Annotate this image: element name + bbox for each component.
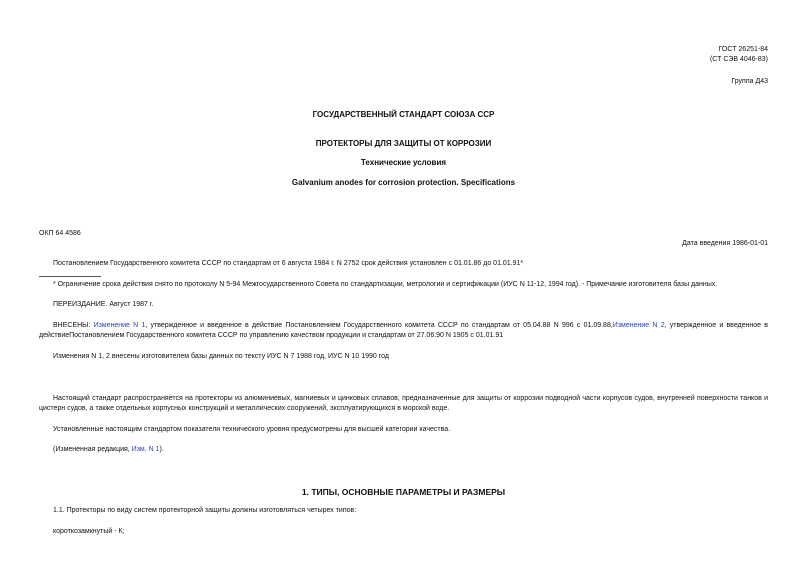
okp-code: ОКП 64 4586 (39, 230, 81, 237)
introduced-mid: , утвержденное и введенное в действие Постановлением Государственного комитета СССР по стандартам от 05.04.88 N 996 с 01.09.88, (145, 322, 613, 329)
section-1-heading: 1. ТИПЫ, ОСНОВНЫЕ ПАРАМЕТРЫ И РАЗМЕРЫ (301, 487, 506, 497)
classification-group: Группа Д43 (731, 78, 768, 85)
scope-paragraph: Настоящий стандарт распространяется на протекторы из алюминиевых, магниевых и цинковых сплавов, предназначенные для защиты от коррозии подводной части корпусов судов, внутренней поверхности танков и цистерн судов, а также отдельных корпусных конструкций и металлических сооружений, эксплуатирующихся в морской воде. (39, 395, 768, 412)
gost-number: ГОСТ 26251-84 (718, 46, 768, 53)
clause-1-1: 1.1. Протекторы по виду систем протекторной защиты должны изготовляться четырех типов: (53, 507, 357, 514)
quality-paragraph: Установленные настоящим стандартом показатели технического уровня предусмотрены для высшей категории качества. (53, 426, 451, 433)
footnote-paragraph: * Ограничение срока действия снято по протоколу N 5-94 Межгосударственного Совета по стандартизации, метрологии и сертификации (ИУС N 11-12, 1994 год). - Примечание изготовителя базы данных. (53, 281, 718, 288)
amendment-2-link[interactable]: Изменение N 2 (612, 322, 665, 329)
st-sev-number: (СТ СЭВ 4046-83) (709, 56, 768, 63)
document-subtitle: Технические условия (360, 158, 447, 167)
edit-1-link[interactable]: Изм. N 1 (131, 446, 160, 453)
footnote-divider (39, 276, 101, 277)
introduced-prefix: ВНЕСЕНЫ: (53, 322, 94, 329)
introduced-paragraph (39, 321, 768, 341)
introduced-suffix: , утвержденное и введенное в действиеПостановлением Государственного комитета СССР по управлению качеством продукции и стандартам от 27.06.90 N 1905 с 01.01.91 (39, 322, 769, 339)
type-k-item: короткозамкнутый - К; (53, 528, 125, 535)
english-title: Galvanium anodes for corrosion protection. Specifications (291, 178, 516, 187)
edited-suffix: ). (159, 446, 164, 453)
decree-paragraph: Постановлением Государственного комитета СССР по стандартам от 6 августа 1984 г. N 2752 срок действия установлен с 01.01.86 до 01.01.91* (53, 260, 524, 267)
edited-prefix: (Измененная редакция, (53, 446, 132, 453)
reissue-note: ПЕРЕИЗДАНИЕ. Август 1987 г. (53, 301, 154, 308)
doc-header-block (568, 45, 768, 87)
amendment-1-link[interactable]: Изменение N 1 (93, 322, 146, 329)
edited-note (39, 445, 768, 455)
introduction-date: Дата введения 1986-01-01 (682, 240, 768, 247)
standard-title: ГОСУДАРСТВЕННЫЙ СТАНДАРТ СОЮЗА ССР (312, 110, 495, 119)
document-title: ПРОТЕКТОРЫ ДЛЯ ЗАЩИТЫ ОТ КОРРОЗИИ (315, 139, 492, 148)
changes-note: Изменения N 1, 2 внесены изготовителем базы данных по тексту ИУС N 7 1988 год, ИУС N 10 1990 год (53, 353, 389, 360)
